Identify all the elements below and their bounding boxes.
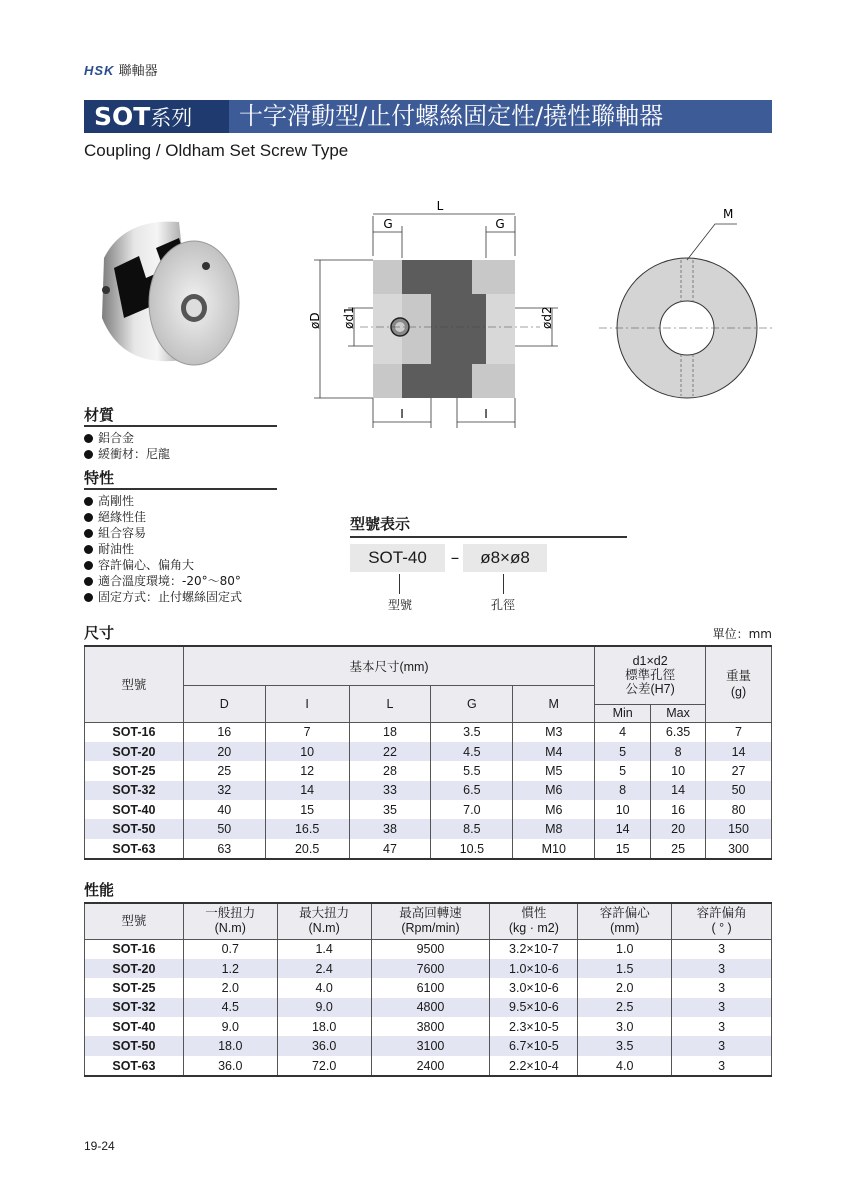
hsk-logo: HSK [84, 63, 115, 78]
table-cell: 16 [183, 722, 265, 742]
table-cell: 5 [595, 742, 651, 761]
table-cell: 12 [265, 761, 349, 780]
perf-col-header-line: 一般扭力 [205, 906, 256, 921]
table-cell: 2.3×10-5 [490, 1017, 578, 1036]
bullet-icon [84, 545, 93, 554]
table-cell: 9.0 [277, 998, 371, 1017]
perf-col-header [578, 903, 672, 939]
performance-header-row [85, 903, 772, 939]
table-row [85, 819, 772, 838]
table-cell: 9500 [371, 939, 490, 959]
bore-header-line2: 標準孔徑 [625, 668, 676, 683]
table-row [85, 800, 772, 819]
table-cell: 3.0×10-6 [490, 978, 578, 997]
table-cell: 7.0 [431, 800, 513, 819]
bullet-icon [84, 593, 93, 602]
col-header-max: Max [651, 704, 706, 722]
model-code-dash: – [450, 548, 460, 568]
table-cell: 3.5 [431, 722, 513, 742]
feature-item-text: 高剛性 [98, 494, 135, 508]
table-cell: 27 [706, 761, 772, 780]
table-cell: 50 [183, 819, 265, 838]
perf-col-header [277, 903, 371, 939]
table-cell: 50 [706, 781, 772, 800]
features-title: 特性 [84, 469, 115, 487]
table-cell: M10 [513, 839, 595, 859]
feature-item-text: 適合溫度環境：-20°～80° [98, 574, 241, 588]
table-row [85, 978, 772, 997]
table-row [85, 998, 772, 1017]
features-list [84, 493, 242, 605]
model-cell: SOT-20 [85, 742, 184, 761]
table-cell: 15 [265, 800, 349, 819]
model-cell: SOT-32 [85, 998, 184, 1017]
dim-D-label: øD [308, 312, 322, 329]
bullet-icon [84, 529, 93, 538]
performance-table [84, 902, 772, 1077]
model-cell: SOT-16 [85, 939, 184, 959]
table-cell: 2.2×10-4 [490, 1056, 578, 1076]
feature-item [84, 541, 242, 557]
perf-col-header [371, 903, 490, 939]
brand-header [84, 60, 158, 79]
table-cell: 80 [706, 800, 772, 819]
model-cell: SOT-50 [85, 819, 184, 838]
model-cell: SOT-40 [85, 800, 184, 819]
col-header-basic: 基本尺寸(mm) [183, 646, 594, 685]
table-cell: 4 [595, 722, 651, 742]
title-bar [84, 100, 772, 133]
table-cell: M5 [513, 761, 595, 780]
feature-item [84, 573, 242, 589]
performance-table-body [85, 939, 772, 1076]
bullet-icon [84, 450, 93, 459]
table-cell: 10 [265, 742, 349, 761]
series-code [84, 100, 229, 133]
col-header-D: D [183, 685, 265, 722]
table-cell: 1.5 [578, 959, 672, 978]
weight-header-line2: (g) [730, 685, 747, 700]
table-cell: 5 [595, 761, 651, 780]
table-cell: 2.5 [578, 998, 672, 1017]
end-view-drawing [595, 200, 775, 400]
table-cell: 7 [706, 722, 772, 742]
table-row [85, 839, 772, 859]
table-row [85, 1017, 772, 1036]
col-header-M: M [513, 685, 595, 722]
table-cell: 8 [651, 742, 706, 761]
table-cell: 6.35 [651, 722, 706, 742]
table-row [85, 1056, 772, 1076]
table-row [85, 939, 772, 959]
table-row [85, 959, 772, 978]
table-cell: 3 [672, 939, 772, 959]
model-cell: SOT-20 [85, 959, 184, 978]
material-item-text: 緩衝材：尼龍 [98, 447, 171, 461]
table-cell: 18.0 [183, 1036, 277, 1055]
feature-item [84, 509, 242, 525]
perf-col-header-line: (N.m) [214, 921, 246, 936]
table-row [85, 1036, 772, 1055]
feature-item [84, 557, 242, 573]
col-header-min: Min [595, 704, 651, 722]
model-cell: SOT-40 [85, 1017, 184, 1036]
table-row [85, 722, 772, 742]
table-cell: 1.0 [578, 939, 672, 959]
table-cell: 3800 [371, 1017, 490, 1036]
subtitle: Coupling / Oldham Set Screw Type [84, 141, 349, 160]
model-code-bore: ø8×ø8 [463, 544, 547, 572]
table-cell: 14 [595, 819, 651, 838]
performance-title: 性能 [84, 881, 115, 899]
table-cell: 0.7 [183, 939, 277, 959]
dimensions-table-body [85, 722, 772, 859]
material-divider [84, 425, 277, 427]
dim-I-left-label: I [400, 407, 404, 421]
features-divider [84, 488, 277, 490]
material-item [84, 430, 170, 446]
table-cell: 3 [672, 1056, 772, 1076]
dim-d1-label: ød1 [342, 306, 356, 329]
model-cell: SOT-16 [85, 722, 184, 742]
dimensions-table [84, 645, 772, 860]
side-view-drawing [300, 196, 560, 431]
perf-col-header [183, 903, 277, 939]
table-cell: 33 [349, 781, 431, 800]
dim-L-label: L [436, 199, 444, 213]
table-cell: 25 [183, 761, 265, 780]
table-cell: 6.5 [431, 781, 513, 800]
model-cell: SOT-63 [85, 839, 184, 859]
series-name: 十字滑動型/止付螺絲固定性/撓性聯軸器 [239, 102, 664, 130]
material-item-text: 鋁合金 [98, 431, 135, 445]
model-code-title: 型號表示 [350, 515, 411, 533]
dim-G-right-label: G [495, 217, 505, 231]
table-cell: 300 [706, 839, 772, 859]
col-header-I: I [265, 685, 349, 722]
table-cell: 10 [651, 761, 706, 780]
table-cell: 2.0 [578, 978, 672, 997]
model-cell: SOT-50 [85, 1036, 184, 1055]
table-cell: 6100 [371, 978, 490, 997]
table-cell: 3.2×10-7 [490, 939, 578, 959]
table-cell: 36.0 [277, 1036, 371, 1055]
table-cell: 16.5 [265, 819, 349, 838]
model-code-divider [350, 536, 627, 538]
table-cell: 35 [349, 800, 431, 819]
perf-col-header-line: (mm) [610, 921, 640, 936]
table-cell: 14 [651, 781, 706, 800]
feature-item [84, 493, 242, 509]
feature-item-text: 組合容易 [98, 526, 147, 540]
perf-col-header-line: 最大扭力 [299, 906, 350, 921]
table-cell: 3 [672, 1036, 772, 1055]
series-suffix: 系列 [150, 106, 193, 130]
table-cell: 10 [595, 800, 651, 819]
perf-col-header-line: 容許偏角 [696, 906, 747, 921]
table-cell: 18.0 [277, 1017, 371, 1036]
table-cell: 1.4 [277, 939, 371, 959]
model-pointer-line [399, 574, 400, 594]
table-row [85, 742, 772, 761]
table-cell: 16 [651, 800, 706, 819]
table-cell: 2400 [371, 1056, 490, 1076]
perf-col-header [490, 903, 578, 939]
table-cell: 4.5 [431, 742, 513, 761]
col-header-weight [706, 646, 772, 722]
dimensions-title: 尺寸 [84, 624, 115, 642]
table-cell: 1.0×10-6 [490, 959, 578, 978]
product-photo [84, 208, 244, 378]
table-cell: 22 [349, 742, 431, 761]
category-label: 聯軸器 [118, 64, 158, 79]
table-cell: 8 [595, 781, 651, 800]
table-cell: 32 [183, 781, 265, 800]
table-cell: 10.5 [431, 839, 513, 859]
bullet-icon [84, 497, 93, 506]
perf-col-header [672, 903, 772, 939]
bore-header-line3: 公差(H7) [625, 682, 675, 697]
bullet-icon [84, 561, 93, 570]
feature-item-text: 絕緣性佳 [98, 510, 147, 524]
table-cell: 15 [595, 839, 651, 859]
perf-col-header-line: (kg · m2) [508, 921, 559, 936]
table-cell: 14 [706, 742, 772, 761]
model-cell: SOT-32 [85, 781, 184, 800]
perf-col-header-line: 容許偏心 [599, 906, 650, 921]
table-cell: 3 [672, 998, 772, 1017]
model-cell: SOT-63 [85, 1056, 184, 1076]
table-cell: M8 [513, 819, 595, 838]
table-cell: 4.0 [277, 978, 371, 997]
table-cell: 18 [349, 722, 431, 742]
table-cell: 63 [183, 839, 265, 859]
unit-label: 單位：mm [712, 627, 772, 641]
table-cell: M6 [513, 781, 595, 800]
table-cell: 3 [672, 959, 772, 978]
table-cell: 1.2 [183, 959, 277, 978]
table-cell: 38 [349, 819, 431, 838]
table-cell: 14 [265, 781, 349, 800]
material-title: 材質 [84, 406, 115, 424]
table-row [85, 781, 772, 800]
page-number: 19-24 [84, 1139, 115, 1153]
model-code-bore-label: 孔徑 [490, 598, 515, 612]
perf-col-header-line: ( ° ) [711, 921, 732, 936]
feature-item [84, 589, 242, 605]
dim-d2-label: ød2 [540, 306, 554, 329]
model-code-model: SOT-40 [350, 544, 445, 572]
material-list [84, 430, 170, 462]
bullet-icon [84, 513, 93, 522]
dim-I-right-label: I [484, 407, 488, 421]
perf-col-header-line: (Rpm/min) [401, 921, 460, 936]
table-cell: 6.7×10-5 [490, 1036, 578, 1055]
model-cell: SOT-25 [85, 761, 184, 780]
table-cell: 3100 [371, 1036, 490, 1055]
series-code-text: SOT [94, 102, 151, 131]
table-cell: 20 [651, 819, 706, 838]
perf-col-header-line: 型號 [121, 913, 147, 928]
table-cell: M4 [513, 742, 595, 761]
model-code-model-label: 型號 [387, 598, 412, 612]
table-cell: M6 [513, 800, 595, 819]
table-cell: 8.5 [431, 819, 513, 838]
dim-M-label: M [723, 207, 734, 221]
col-header-model: 型號 [85, 646, 184, 722]
table-cell: 9.0 [183, 1017, 277, 1036]
table-cell: 2.4 [277, 959, 371, 978]
perf-col-header [85, 903, 184, 939]
table-cell: 150 [706, 819, 772, 838]
perf-col-header-line: 最高回轉速 [399, 906, 462, 921]
bullet-icon [84, 434, 93, 443]
bullet-icon [84, 577, 93, 586]
table-cell: 47 [349, 839, 431, 859]
col-header-bore [595, 646, 706, 704]
feature-item-text: 容許偏心、偏角大 [98, 558, 195, 572]
table-cell: 36.0 [183, 1056, 277, 1076]
bore-pointer-line [503, 574, 504, 594]
table-cell: 3 [672, 1017, 772, 1036]
col-header-G: G [431, 685, 513, 722]
table-cell: 5.5 [431, 761, 513, 780]
perf-col-header-line: (N.m) [308, 921, 340, 936]
material-item [84, 446, 170, 462]
table-cell: 3 [672, 978, 772, 997]
table-cell: 4.5 [183, 998, 277, 1017]
table-cell: 4.0 [578, 1056, 672, 1076]
table-cell: M3 [513, 722, 595, 742]
feature-item-text: 固定方式：止付螺絲固定式 [98, 590, 243, 604]
feature-item-text: 耐油性 [98, 542, 135, 556]
table-cell: 9.5×10-6 [490, 998, 578, 1017]
table-cell: 4800 [371, 998, 490, 1017]
table-cell: 28 [349, 761, 431, 780]
model-cell: SOT-25 [85, 978, 184, 997]
feature-item [84, 525, 242, 541]
dim-G-left-label: G [383, 217, 393, 231]
table-cell: 40 [183, 800, 265, 819]
table-cell: 20 [183, 742, 265, 761]
table-cell: 3.0 [578, 1017, 672, 1036]
table-cell: 72.0 [277, 1056, 371, 1076]
table-cell: 25 [651, 839, 706, 859]
table-cell: 20.5 [265, 839, 349, 859]
table-cell: 3.5 [578, 1036, 672, 1055]
table-cell: 2.0 [183, 978, 277, 997]
table-cell: 7 [265, 722, 349, 742]
bore-header-line1: d1×d2 [632, 654, 668, 669]
table-cell: 7600 [371, 959, 490, 978]
weight-header-line1: 重量 [726, 669, 752, 684]
perf-col-header-line: 慣性 [521, 906, 547, 921]
table-row [85, 761, 772, 780]
col-header-L: L [349, 685, 431, 722]
